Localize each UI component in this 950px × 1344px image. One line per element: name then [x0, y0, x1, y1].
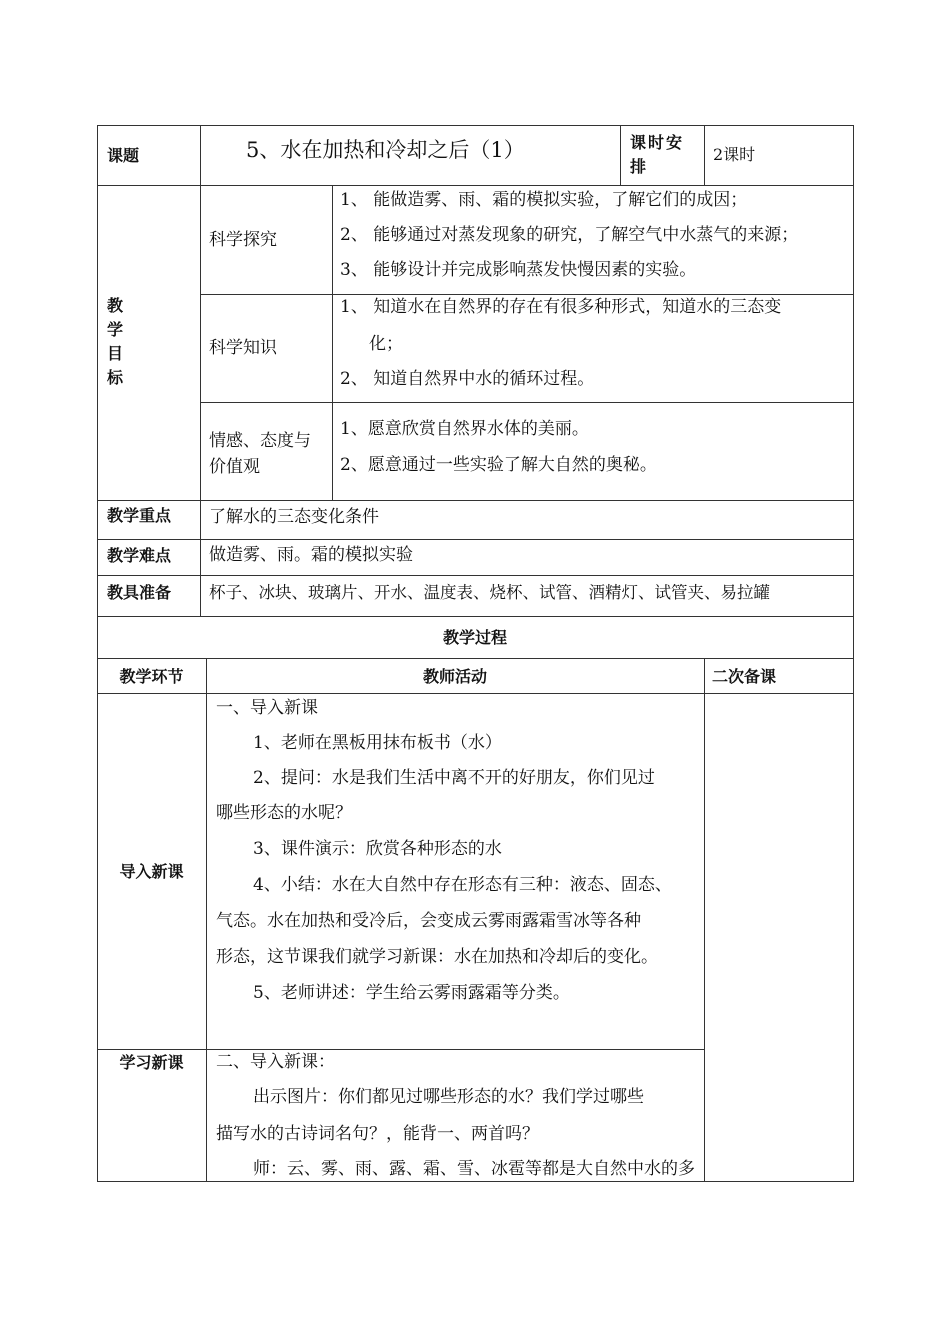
objective-item: 2、 能够通过对蒸发现象的研究，了解空气中水蒸气的来源；	[340, 225, 799, 245]
process-heading: 教学过程	[442, 628, 507, 647]
grid-line	[200, 125, 201, 616]
materials-value: 杯子、冰块、玻璃片、开水、温度表、烧杯、试管、酒精灯、试管夹、易拉罐	[209, 583, 770, 602]
grid-line	[97, 1049, 705, 1050]
grid-line	[332, 185, 333, 500]
key-points-label: 教学重点	[107, 506, 172, 525]
grid-line	[97, 539, 854, 540]
activity-line: 2、提问：水是我们生活中离不开的好朋友，你们见过	[253, 768, 655, 788]
grid-line	[97, 693, 854, 694]
grid-line	[200, 402, 854, 403]
difficulties-value: 做造雾、雨。霜的模拟实验	[209, 545, 413, 565]
grid-line	[97, 125, 98, 1182]
grid-line	[704, 658, 705, 1182]
schedule-value: 2课时	[713, 145, 756, 164]
grid-line	[200, 294, 854, 295]
grid-line	[97, 125, 854, 126]
objective-item: 1、愿意欣赏自然界水体的美丽。	[340, 419, 589, 439]
objective-category: 科学知识	[209, 338, 277, 358]
objective-item: 1、 知道水在自然界的存在有很多种形式，知道水的三态变	[340, 297, 782, 317]
objective-category: 情感、态度与价值观	[209, 431, 311, 477]
activity-line: 4、小结：水在大自然中存在形态有三种：液态、固态、	[253, 875, 672, 895]
subject-title: 5、水在加热和冷却之后（1）	[246, 138, 525, 162]
activity-line: 5、老师讲述：学生给云雾雨露霜等分类。	[253, 983, 570, 1003]
schedule-label: 课时安排	[630, 133, 685, 176]
column-header-second-prep: 二次备课	[712, 667, 777, 686]
grid-line	[620, 125, 621, 185]
grid-line	[97, 1181, 854, 1182]
activity-line: 气态。水在加热和受冷后，会变成云雾雨露霜雪冰等各种	[216, 911, 641, 931]
activity-line: 形态，这节课我们就学习新课：水在加热和冷却后的变化。	[216, 947, 658, 967]
objective-item: 1、 能做造雾、雨、霜的模拟实验，了解它们的成因；	[340, 190, 748, 210]
grid-line	[97, 658, 854, 659]
objective-item: 化；	[369, 334, 403, 354]
grid-line	[704, 125, 705, 185]
stage-label: 导入新课	[119, 862, 184, 881]
grid-line	[97, 575, 854, 576]
objective-item: 3、 能够设计并完成影响蒸发快慢因素的实验。	[340, 260, 697, 280]
objective-category: 科学探究	[209, 230, 277, 250]
activity-line: 描写水的古诗词名句？，能背一、两首吗？	[216, 1124, 539, 1144]
grid-line	[97, 500, 854, 501]
activity-line: 1、老师在黑板用抹布板书（水）	[253, 733, 502, 753]
grid-line	[97, 185, 854, 186]
objectives-label: 教学目标	[107, 296, 124, 387]
activity-line: 3、课件演示：欣赏各种形态的水	[253, 839, 502, 859]
activity-line: 二、导入新课：	[216, 1052, 335, 1072]
key-points-value: 了解水的三态变化条件	[209, 507, 379, 527]
subject-label: 课题	[107, 146, 140, 165]
activity-line: 一、导入新课	[216, 698, 318, 718]
activity-line: 师：云、雾、雨、露、霜、雪、冰雹等都是大自然中水的多	[253, 1159, 695, 1179]
grid-line	[97, 616, 854, 617]
materials-label: 教具准备	[107, 583, 172, 602]
column-header-stage: 教学环节	[119, 667, 184, 686]
objective-item: 2、愿意通过一些实验了解大自然的奥秘。	[340, 455, 657, 475]
activity-line: 出示图片：你们都见过哪些形态的水？我们学过哪些	[253, 1087, 644, 1107]
activity-line: 哪些形态的水呢？	[216, 803, 352, 823]
stage-label: 学习新课	[119, 1053, 184, 1072]
difficulties-label: 教学难点	[107, 546, 172, 565]
grid-line	[206, 658, 207, 1182]
objective-item: 2、 知道自然界中水的循环过程。	[340, 369, 595, 389]
grid-line	[853, 125, 854, 1182]
column-header-teacher: 教师活动	[422, 667, 487, 686]
